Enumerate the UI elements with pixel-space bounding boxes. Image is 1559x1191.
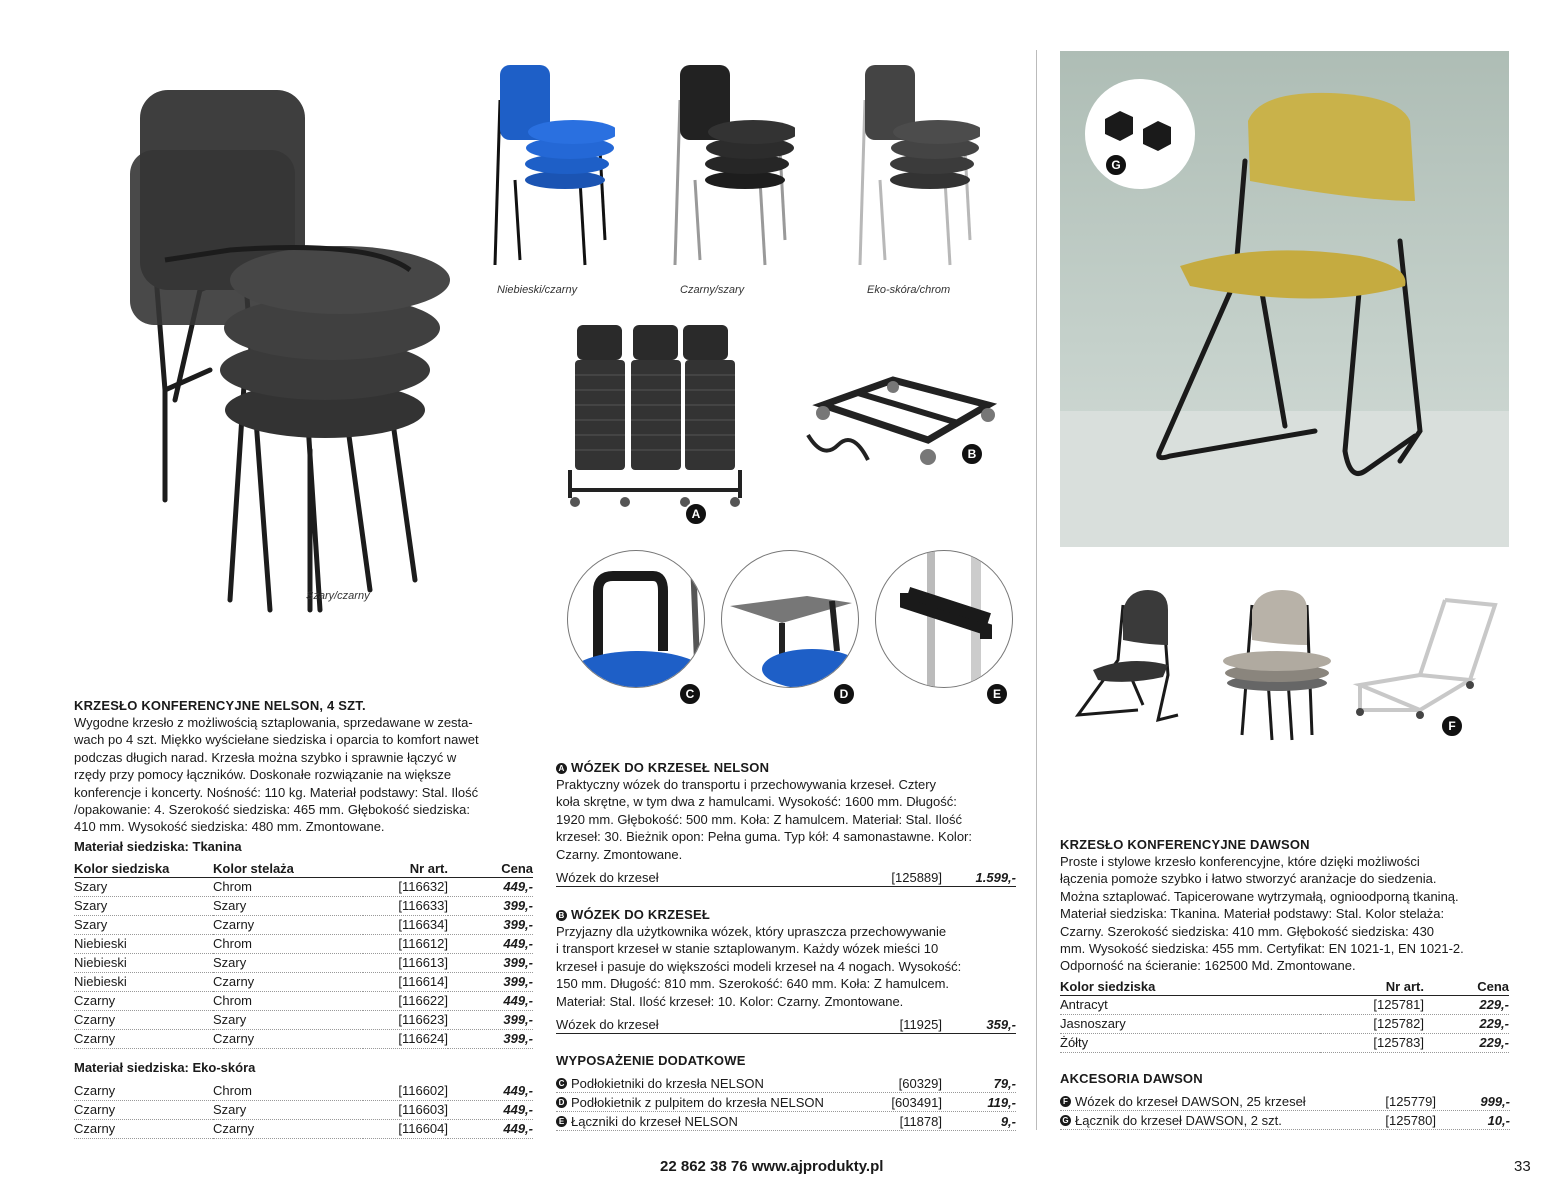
armrest-c-image	[567, 550, 705, 688]
table-row: Jasnoszary [125782] 229,-	[1060, 1016, 1509, 1032]
wozek-a-section	[556, 760, 1016, 887]
dawson-description: Proste i stylowe krzesło konferencyjne, które dzięki możliwości łączenia pomoże szybko i łatwo stworzyć aranżacje do siedzenia. Można sztaplować. Tapicerowane wytrzymałą, ognioodporną tkaniną. Materiał siedziska: Tkanina. Materiał podstawy: Stal. Kolor stelaża: Czarny. Szerokość siedziska: 410 mm. Głębokość siedziska: 430 mm. Wysokość siedziska: 455 mm. Certyfikat: EN 1021-1, EN 1021-2. Odporność na ścieranie: 162500 Md. Zmontowane.	[1060, 854, 1464, 974]
wozek-a-description: Praktyczny wózek do transportu i przechowywania krzeseł. Cztery koła skrętne, w tym dwa z hamulcami. Wysokość: 1600 mm. Długość: 1920 mm. Głębokość: 500 mm. Koła: Z hamulcem. Materiał: Stal. Ilość krzeseł: 30. Bieżnik opon: Pełna guma. Typ kół: 4 samonastawne. Kolor: Czarny. Zmontowane.	[556, 777, 972, 862]
table-row: Czarny Chrom [116602] 449,-	[74, 1083, 533, 1099]
dawson-trolley-image	[1350, 590, 1505, 730]
badge-a: A	[684, 502, 708, 526]
table-row: Czarny Czarny [116604] 449,-	[74, 1121, 533, 1137]
page-number: 33	[1514, 1158, 1531, 1175]
armrest-d-image	[721, 550, 859, 688]
table-row: Czarny Szary [116603] 449,-	[74, 1102, 533, 1118]
wozek-b-title: B WÓZEK DO KRZESEŁ	[556, 907, 1016, 922]
badge-g: G	[1104, 153, 1128, 177]
nelson-main-image	[70, 70, 495, 615]
badge-b-inline: B	[556, 910, 567, 921]
badge-d: D	[832, 682, 856, 706]
nelson-description: Wygodne krzesło z możliwością sztaplowania, sprzedawane w zesta- wach po 4 szt. Miękko wyściełane siedziska i oparcia to komfort nawet podczas długich narad. Krzesła można szybko i sprawnie łączyć w rzędy przy pomocy łączników. Doskonałe rozwiązanie na większe konferencje i koncerty. Nośność: 110 kg. Materiał podstawy: Stal. Ilość /opakowanie: 4. Szerokość siedziska: 465 mm. Głębokość siedziska: 410 mm. Wysokość siedziska: 480 mm. Zmontowane.	[74, 715, 479, 835]
trolley-a-image	[565, 320, 745, 520]
item-badge: G	[1060, 1115, 1071, 1126]
table-header: Kolor siedziska Nr art. Cena	[1060, 978, 1509, 994]
nelson-fabric-table	[74, 860, 533, 1049]
table-row: Antracyt [125781] 229,-	[1060, 997, 1509, 1013]
table-row: Szary Szary [116633] 399,-	[74, 898, 533, 914]
nelson-title: KRZESŁO KONFERENCYJNE NELSON, 4 SZT.	[74, 698, 366, 713]
nelson-material-fabric: Materiał siedziska: Tkanina	[74, 838, 242, 854]
wozek-b-price-row: Wózek do krzeseł [11925] 359,-	[556, 1015, 1016, 1034]
badge-a-inline: A	[556, 763, 567, 774]
table-header: Kolor siedziska Kolor stelaża Nr art. Cena	[74, 860, 533, 876]
dawson-accessories-title: AKCESORIA DAWSON	[1060, 1071, 1203, 1086]
badge-c: C	[678, 682, 702, 706]
table-row: Żółty [125783] 229,-	[1060, 1035, 1509, 1051]
caption-eco: Eko-skóra/chrom	[867, 284, 951, 296]
accessories-title: WYPOSAŻENIE DODATKOWE	[556, 1053, 746, 1068]
item-badge: E	[556, 1116, 567, 1127]
caption-blue: Niebieski/czarny	[497, 284, 578, 296]
item-badge: F	[1060, 1096, 1071, 1107]
table-row: Niebieski Szary [116613] 399,-	[74, 955, 533, 971]
dawson-grey-stack-image	[1212, 585, 1332, 745]
list-item: D Podłokietnik z pulpitem do krzesła NELSON [603491] 119,-	[556, 1093, 1016, 1112]
column-divider	[1036, 50, 1037, 1130]
dawson-anthracite-image	[1068, 585, 1193, 725]
item-badge: C	[556, 1078, 567, 1089]
dawson-table	[1060, 978, 1509, 1053]
badge-f: F	[1440, 714, 1464, 738]
badge-b: B	[960, 442, 984, 466]
wozek-b-section	[556, 907, 1016, 1034]
nelson-eco-image	[850, 60, 980, 280]
wozek-a-title: A WÓZEK DO KRZESEŁ NELSON	[556, 760, 1016, 775]
dawson-accessories-section	[1060, 1071, 1510, 1130]
connector-e-image	[875, 550, 1013, 688]
table-row: Czarny Szary [116623] 399,-	[74, 1012, 533, 1028]
nelson-blue-image	[485, 60, 615, 280]
nelson-material-eco: Materiał siedziska: Eko-skóra	[74, 1059, 256, 1075]
wozek-a-price-row: Wózek do krzeseł [125889] 1.599,-	[556, 868, 1016, 887]
table-row: Niebieski Chrom [116612] 449,-	[74, 936, 533, 952]
nelson-black-image	[665, 60, 795, 280]
nelson-eco-table	[74, 1082, 533, 1139]
dawson-main-image	[1060, 51, 1509, 547]
nelson-section	[74, 698, 534, 1139]
caption-black: Czarny/szary	[680, 284, 745, 296]
table-row: Szary Chrom [116632] 449,-	[74, 879, 533, 895]
list-item: G Łącznik do krzeseł DAWSON, 2 szt. [125780] 10,-	[1060, 1111, 1510, 1130]
list-item: C Podłokietniki do krzesła NELSON [60329] 79,-	[556, 1074, 1016, 1093]
item-badge: D	[556, 1097, 567, 1108]
table-row: Niebieski Czarny [116614] 399,-	[74, 974, 533, 990]
table-row: Czarny Czarny [116624] 399,-	[74, 1031, 533, 1047]
accessories-section	[556, 1053, 1016, 1131]
list-item: E Łączniki do krzeseł NELSON [11878] 9,-	[556, 1112, 1016, 1131]
footer-contact[interactable]: 22 862 38 76 www.ajprodukty.pl	[660, 1158, 884, 1175]
wozek-b-description: Przyjazny dla użytkownika wózek, który upraszcza przechowywanie i transport krzeseł w stanie sztaplowanym. Każdy wózek mieści 10 krzeseł i pasuje do większości modeli krzeseł na 4 nogach. Wysokość: 150 mm. Długość: 810 mm. Szerokość: 640 mm. Koła: Z hamulcem. Materiał: Stal. Ilość krzeseł: 10. Kolor: Czarny. Zmontowane.	[556, 924, 962, 1009]
badge-e: E	[985, 682, 1009, 706]
dawson-title: KRZESŁO KONFERENCYJNE DAWSON	[1060, 837, 1310, 852]
connector-g-image	[1085, 79, 1195, 189]
table-row: Czarny Chrom [116622] 449,-	[74, 993, 533, 1009]
table-row: Szary Czarny [116634] 399,-	[74, 917, 533, 933]
caption-nelson-main: Szary/czarny	[306, 590, 370, 602]
dawson-section	[1060, 837, 1510, 1053]
list-item: F Wózek do krzeseł DAWSON, 25 krzeseł [125779] 999,-	[1060, 1092, 1510, 1111]
